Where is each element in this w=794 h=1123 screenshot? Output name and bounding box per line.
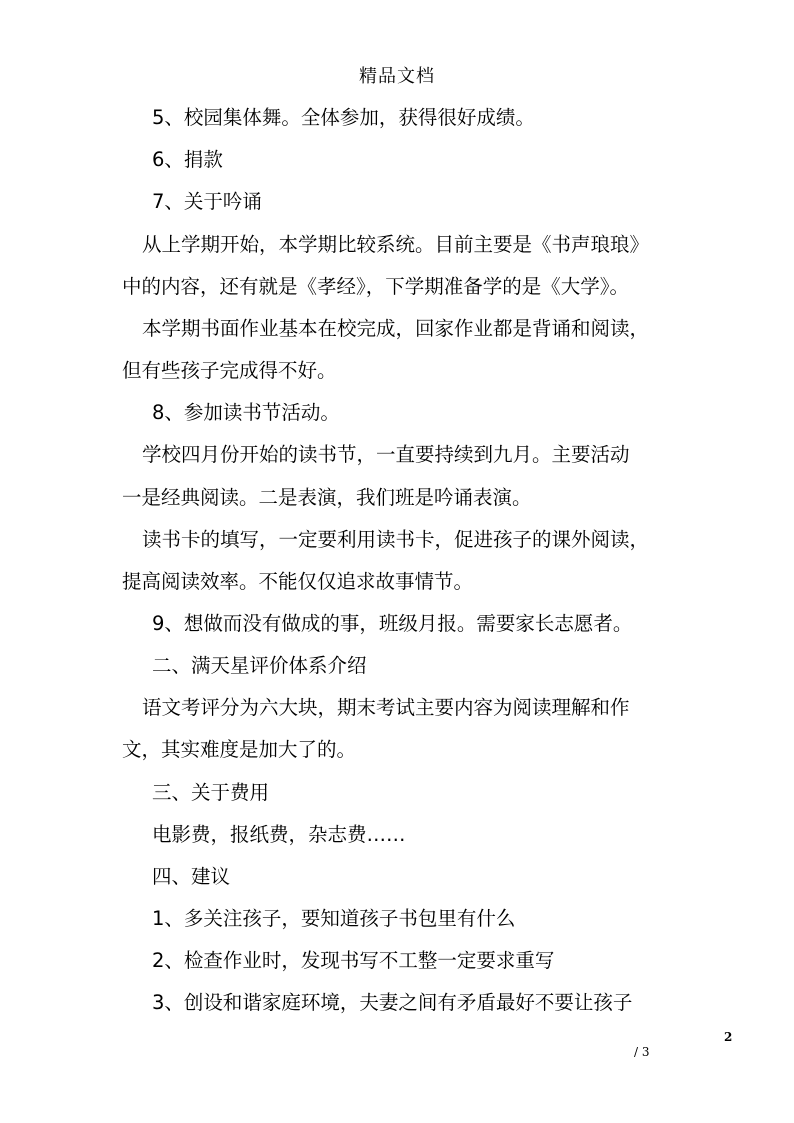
paragraph-evaluation-line-2: 文，其实难度是加大了的。 [122, 738, 357, 761]
paragraph-reading-card-line-2: 提高阅读效率。不能仅仅追求故事情节。 [122, 570, 474, 593]
section-heading-fees: 三、关于费用 [152, 781, 270, 804]
text-line-5-campus-dance: 5、校园集体舞。全体参加，获得很好成绩。 [152, 106, 535, 129]
page-total: / 3 [634, 1045, 650, 1059]
suggestion-item-1: 1、多关注孩子，要知道孩子书包里有什么 [152, 907, 516, 930]
paragraph-festival-line-1: 学校四月份开始的读书节，一直要持续到九月。主要活动 [142, 443, 630, 466]
paragraph-chanting-line-1: 从上学期开始，本学期比较系统。目前主要是《书声琅琅》 [142, 233, 650, 256]
section-heading-evaluation-system: 二、满天星评价体系介绍 [152, 654, 367, 677]
text-line-9-unfinished: 9、想做而没有做成的事，班级月报。需要家长志愿者。 [152, 612, 633, 635]
paragraph-festival-line-2: 一是经典阅读。二是表演，我们班是吟诵表演。 [122, 486, 532, 509]
suggestion-item-2: 2、检查作业时，发现书写不工整一定要求重写 [152, 949, 555, 972]
text-line-7-chanting: 7、关于吟诵 [152, 190, 262, 213]
paragraph-evaluation-line-1: 语文考评分为六大块，期末考试主要内容为阅读理解和作 [142, 696, 630, 719]
suggestion-item-3: 3、创设和谐家庭环境，夫妻之间有矛盾最好不要让孩子 [152, 991, 633, 1014]
page-number: 2 [724, 1030, 733, 1044]
section-heading-suggestions: 四、建议 [152, 865, 231, 888]
text-line-fee-items: 电影费，报纸费，杂志费…… [152, 823, 406, 846]
paragraph-homework-line-1: 本学期书面作业基本在校完成，回家作业都是背诵和阅读， [142, 317, 650, 340]
paragraph-homework-line-2: 但有些孩子完成得不好。 [122, 359, 337, 382]
paragraph-reading-card-line-1: 读书卡的填写，一定要利用读书卡，促进孩子的课外阅读， [142, 528, 650, 551]
text-line-6-donation: 6、捐款 [152, 148, 223, 171]
text-line-8-reading-festival: 8、参加读书节活动。 [152, 401, 340, 424]
paragraph-chanting-line-2: 中的内容，还有就是《孝经》，下学期准备学的是《大学》。 [122, 275, 630, 298]
page-header-title: 精品文档 [359, 66, 435, 87]
